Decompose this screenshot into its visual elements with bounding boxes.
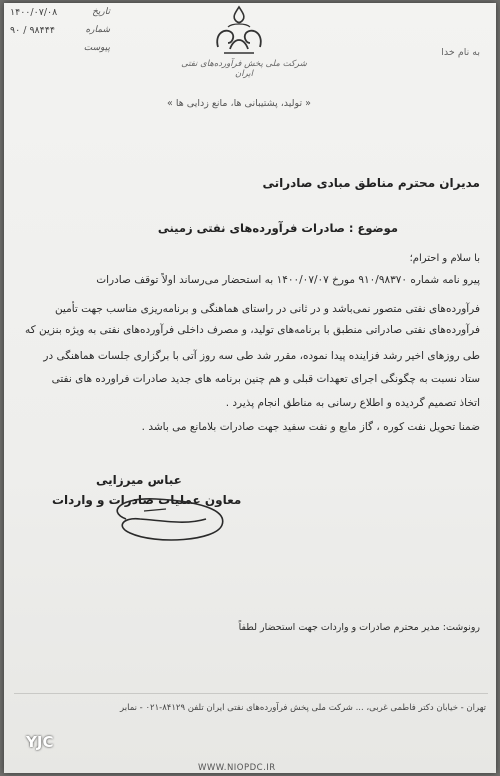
letter-line: اتخاذ تصمیم گردیده و اطلاع رسانی به مناطق انجام پذیرد . [225, 397, 480, 409]
letter-line: ضمنا تحویل نفت کوره ، گاز مایع و نفت سفید جهت صادرات بلامانع می باشد . [141, 421, 480, 433]
company-slogan: « تولید، پشتیبانی ها، مانع زدایی ها » [167, 98, 311, 109]
company-logo-icon [204, 3, 274, 59]
yjc-watermark: YJC [26, 733, 54, 751]
attachment-row [10, 43, 110, 61]
letter-line: طی روزهای اخیر رشد فزاینده پیدا نموده، مقرر شد طی سه روز آتی با برگزاری جلسات هماهنگی در [43, 350, 480, 362]
letter-subject: موضوع : صادرات فرآورده‌های نفتی زمینی [157, 221, 398, 235]
basmala: به نام خدا [441, 47, 480, 58]
date-value: ۱۴۰۰/۰۷/۰۸ [10, 7, 58, 18]
letter-line: فرآورده‌های نفتی متصور نمی‌باشد و در ثانی در راستای هماهنگی و برنامه‌ریزی مناسب جهت تأمین [54, 303, 480, 315]
letter-addressee: مدیران محترم مناطق مبادی صادراتی [262, 176, 480, 190]
signer-title: معاون عملیات صادرات و واردات [52, 493, 242, 507]
footer-address: تهران - خیابان دکتر فاطمی غربی، ... شرکت ملی پخش فرآورده‌های نفتی ایران تلفن ۸۴۱۲۹-۰۲۱ - نمابر [120, 703, 486, 713]
letter-line: فرآورده‌های نفتی صادراتی منطبق با برنامه‌های تولید، و مصرف داخلی فرآورده‌های نفتی به ویژه بنزین که [24, 324, 480, 336]
letter-line: ستاد نسبت به چگونگی اجرای تعهدات قبلی و هم چنین برنامه های جدید صادرات فراورده های نفتی [51, 373, 480, 385]
date-label: تاریخ [92, 7, 110, 17]
company-name: شرکت ملی پخش فرآورده‌های نفتی ایران [181, 59, 307, 79]
letter-line: پیرو نامه شماره ۹۱۰/۹۸۳۷۰ مورخ ۱۴۰۰/۰۷/۰۷ به استحضار می‌رساند اولاً توقف صادرات [96, 274, 480, 286]
letter-greeting: با سلام و احترام؛ [409, 253, 480, 264]
attachment-label: پیوست [83, 43, 110, 53]
carbon-copy-line: رونوشت: مدیر محترم صادرات و واردات جهت استحضار لطفاً [238, 622, 480, 633]
number-label: شماره [85, 25, 110, 35]
letter-reference-block [10, 7, 110, 61]
signature-scribble-icon [96, 489, 236, 547]
signer-name: عباس میرزایی [96, 473, 182, 487]
footer-website: WWW.NIOPDC.IR [198, 763, 276, 773]
date-row [10, 7, 110, 25]
number-value: ۹۰ / ۹۸۴۴۴ [10, 25, 55, 36]
number-row [10, 25, 110, 43]
letter-sheet [4, 3, 496, 773]
footer-divider [14, 693, 488, 694]
